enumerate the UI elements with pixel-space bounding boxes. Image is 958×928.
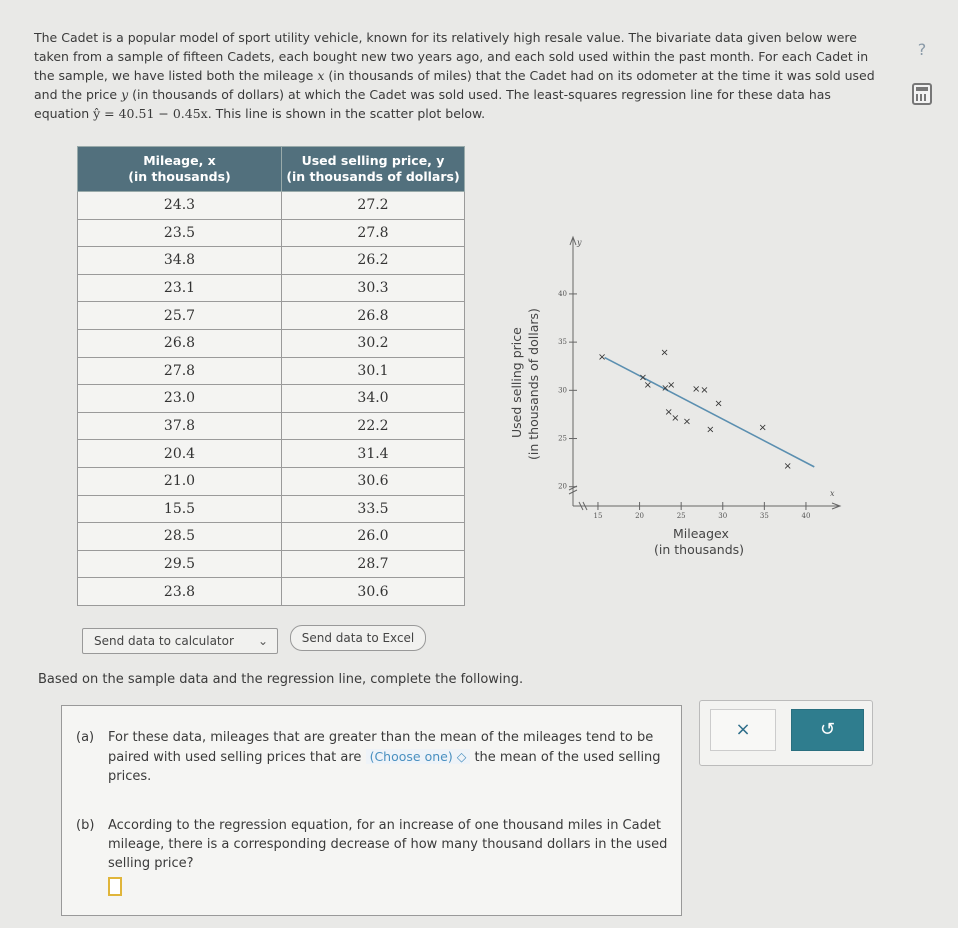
- data-point-marker: ×: [638, 372, 648, 384]
- data-point-marker: ×: [661, 382, 670, 394]
- help-icon[interactable]: ?: [917, 40, 927, 59]
- table-row: [78, 357, 465, 385]
- mileage-cell: 23.1: [78, 274, 282, 302]
- instruction-text: Based on the sample data and the regression line, complete the following.: [38, 672, 524, 687]
- table-row: [78, 550, 465, 578]
- price-cell: 30.6: [282, 578, 465, 606]
- regression-equation: ŷ = 40.51 − 0.45x: [93, 106, 208, 121]
- question-a-label: (a): [76, 730, 95, 745]
- data-point-marker: ×: [706, 424, 715, 436]
- send-calc-label: Send data to calculator: [94, 634, 234, 648]
- scatter-plot: [500, 225, 845, 529]
- data-point-marker: ×: [666, 380, 676, 392]
- question-a: [76, 728, 672, 786]
- question-a-text-1: For these data, mileages that are greater than the mean of the mileages tend to be paired with used selling prices that are: [108, 730, 654, 765]
- mileage-cell: 23.5: [78, 219, 282, 247]
- y-axis-label-1: Used selling price: [509, 327, 524, 438]
- question-box: [61, 705, 682, 916]
- mileage-cell: 25.7: [78, 302, 282, 330]
- mileage-cell: 26.8: [78, 329, 282, 357]
- intro-text-4: . This line is shown in the scatter plot below.: [207, 106, 486, 121]
- table-row: [78, 523, 465, 551]
- price-cell: 30.3: [282, 274, 465, 302]
- mileage-cell: 23.0: [78, 385, 282, 413]
- x-tick-label: 25: [676, 512, 686, 520]
- data-point-marker: ×: [643, 380, 653, 392]
- chevron-down-icon: ⌄: [257, 634, 268, 648]
- col1-title: Mileage, x: [143, 153, 216, 168]
- table-row: [78, 440, 465, 468]
- mileage-cell: 24.3: [78, 192, 282, 220]
- x-tick-label: 20: [635, 512, 645, 520]
- data-point-marker: ×: [758, 422, 767, 434]
- mileage-cell: 21.0: [78, 467, 282, 495]
- price-cell: 26.0: [282, 523, 465, 551]
- mileage-cell: 15.5: [78, 495, 282, 523]
- clear-button[interactable]: ×: [710, 709, 776, 751]
- question-a-text-2: the mean of the used selling prices.: [108, 750, 661, 784]
- data-point-marker: ×: [664, 407, 673, 419]
- calculator-icon[interactable]: [912, 83, 932, 105]
- price-cell: 26.8: [282, 302, 465, 330]
- intro-text-1: The Cadet is a popular model of sport utility vehicle, known for its relatively high resale value. The bivariate data given below were taken from a sample of fifteen Cadets, each bought new two years ago, and each sold used within the past month. For each Cadet in the sample, we have listed both the mileage: [34, 30, 869, 83]
- intro-text-2: (in thousands of miles) that the Cadet had on its odometer at the time it was sold used and the price: [34, 68, 875, 102]
- price-cell: 31.4: [282, 440, 465, 468]
- x-axis-label-2: (in thousands): [654, 542, 745, 557]
- mileage-cell: 37.8: [78, 412, 282, 440]
- col1-sub: (in thousands): [128, 169, 231, 184]
- mileage-cell: 28.5: [78, 523, 282, 551]
- data-point-marker: ×: [671, 412, 680, 424]
- table-row: [78, 467, 465, 495]
- data-point-marker: ×: [682, 416, 692, 428]
- y-axis-letter: y: [577, 238, 582, 247]
- question-b-label: (b): [76, 818, 95, 833]
- mileage-cell: 29.5: [78, 550, 282, 578]
- mileage-cell: 20.4: [78, 440, 282, 468]
- table-row: [78, 385, 465, 413]
- data-table: [77, 146, 465, 606]
- y-axis-label-2: (in thousands of dollars): [526, 308, 541, 460]
- mileage-cell: 34.8: [78, 247, 282, 275]
- price-cell: 27.8: [282, 219, 465, 247]
- col-header-price: [282, 147, 465, 192]
- table-row: [78, 302, 465, 330]
- mileage-cell: 23.8: [78, 578, 282, 606]
- var-y: y: [121, 87, 129, 102]
- price-cell: 22.2: [282, 412, 465, 440]
- table-row: [78, 495, 465, 523]
- data-point-marker: ×: [783, 461, 792, 473]
- table-row: [78, 219, 465, 247]
- data-point-marker: ×: [597, 352, 607, 364]
- y-tick-label: 35: [558, 338, 567, 347]
- action-panel: [699, 700, 873, 766]
- question-b: [76, 816, 672, 902]
- price-cell: 30.1: [282, 357, 465, 385]
- price-cell: 33.5: [282, 495, 465, 523]
- y-tick-label: 25: [558, 434, 567, 443]
- y-tick-label: 30: [558, 386, 567, 395]
- send-to-excel-button[interactable]: Send data to Excel: [290, 625, 426, 651]
- var-x: x: [317, 68, 325, 83]
- table-row: [78, 192, 465, 220]
- data-point-marker: ×: [691, 383, 701, 395]
- col2-sub: (in thousands of dollars): [286, 169, 460, 184]
- question-b-text: According to the regression equation, for an increase of one thousand miles in Cadet mileage, there is a corresponding decrease of how many thousand dollars in the used selling price?: [108, 818, 668, 871]
- x-axis-letter: x: [830, 489, 835, 498]
- answer-input[interactable]: [108, 877, 122, 896]
- data-point-marker: ×: [714, 398, 723, 410]
- choose-one-dropdown[interactable]: (Choose one) ◇: [366, 749, 471, 764]
- price-cell: 30.2: [282, 329, 465, 357]
- undo-button[interactable]: ↺: [791, 709, 864, 751]
- scatter-svg: [500, 225, 845, 525]
- price-cell: 27.2: [282, 192, 465, 220]
- regression-line: [605, 358, 815, 467]
- table-row: [78, 412, 465, 440]
- table-row: [78, 247, 465, 275]
- table-row: [78, 274, 465, 302]
- x-tick-label: 15: [593, 512, 603, 520]
- data-point-marker: ×: [700, 384, 709, 396]
- problem-intro: [34, 28, 879, 123]
- col2-title: Used selling price, y: [301, 153, 445, 168]
- send-to-calculator-button[interactable]: [82, 628, 278, 654]
- price-cell: 28.7: [282, 550, 465, 578]
- x-tick-label: 35: [759, 512, 769, 520]
- price-cell: 30.6: [282, 467, 465, 495]
- price-cell: 34.0: [282, 385, 465, 413]
- data-point-marker: ×: [660, 347, 669, 359]
- x-axis-label-1: Mileagex: [673, 526, 729, 541]
- y-tick-label: 20: [558, 482, 567, 491]
- x-tick-label: 30: [718, 512, 728, 520]
- x-tick-label: 40: [801, 512, 811, 520]
- y-tick-label: 40: [558, 289, 567, 298]
- intro-text-3: (in thousands of dollars) at which the Cadet was sold used. The least-squares regression line for these data has equation: [34, 87, 831, 121]
- table-row: [78, 578, 465, 606]
- mileage-cell: 27.8: [78, 357, 282, 385]
- table-row: [78, 329, 465, 357]
- col-header-mileage: [78, 147, 282, 192]
- price-cell: 26.2: [282, 247, 465, 275]
